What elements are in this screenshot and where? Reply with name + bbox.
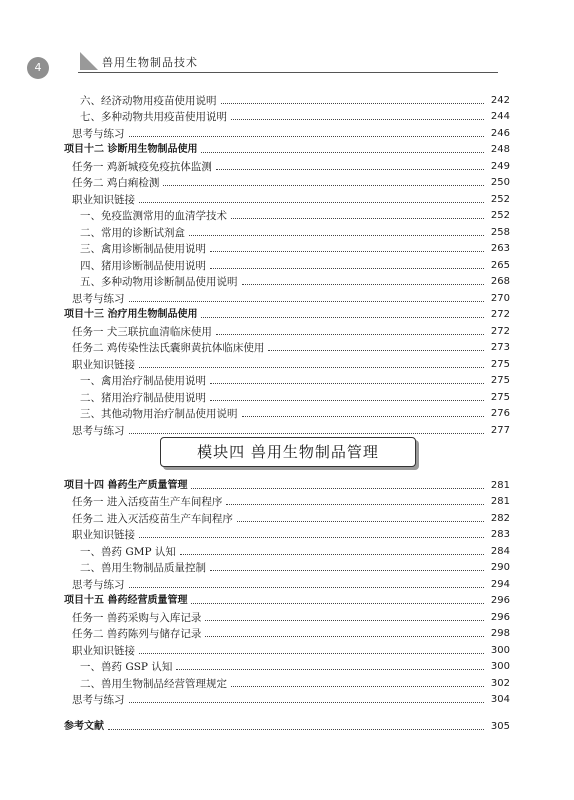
- toc-entry-page: 275: [490, 375, 510, 386]
- toc-entry-page: 268: [490, 276, 510, 287]
- toc-entry-label: 任务二 鸡传染性法氏囊卵黄抗体临床使用: [72, 342, 265, 354]
- toc-entry[interactable]: [60, 223, 510, 240]
- toc-entry-page: 252: [490, 193, 510, 205]
- toc-entry[interactable]: [60, 421, 510, 438]
- toc-entry[interactable]: [60, 388, 510, 405]
- toc-entry-label: 三、其他动物用治疗制品使用说明: [80, 408, 238, 420]
- dot-leader: [139, 202, 484, 203]
- dot-leader: [191, 488, 484, 489]
- dot-leader: [176, 669, 484, 670]
- toc-entry[interactable]: [60, 674, 510, 691]
- toc-entry-label: 项目十三 治疗用生物制品使用: [64, 309, 198, 320]
- header-rule: [78, 72, 498, 73]
- toc-entry-page: 302: [490, 677, 510, 689]
- toc-entry-page: 275: [490, 391, 510, 403]
- dot-leader: [210, 383, 484, 384]
- toc-entry-page: 290: [490, 562, 510, 573]
- toc-entry[interactable]: [60, 207, 510, 224]
- toc-entry-page: 270: [490, 292, 510, 304]
- toc-project-entry[interactable]: [60, 592, 510, 609]
- toc-entry-page: 300: [490, 644, 510, 656]
- toc-entry[interactable]: [60, 273, 510, 290]
- toc-entry-page: 304: [490, 694, 510, 705]
- dot-leader: [242, 416, 485, 417]
- dot-leader: [226, 504, 484, 505]
- toc-entry-page: 273: [490, 342, 510, 353]
- toc-entry-label: 任务一 进入活疫苗生产车间程序: [72, 496, 223, 508]
- toc-entry-page: 296: [490, 595, 510, 606]
- toc-entry-label: 职业知识链接: [72, 529, 135, 541]
- toc-entry-page: 284: [490, 545, 510, 557]
- toc-entry[interactable]: [60, 658, 510, 675]
- dot-leader: [210, 400, 484, 401]
- toc-entry[interactable]: [60, 108, 510, 125]
- toc-entry-label: 二、猪用治疗制品使用说明: [80, 391, 206, 404]
- toc-entry-page: 242: [490, 94, 510, 106]
- toc-entry-page: 294: [490, 578, 510, 590]
- toc-entry-label: 项目十五 兽药经营质量管理: [64, 595, 188, 606]
- toc-entry-page: 252: [490, 210, 510, 221]
- toc-entry-page: 265: [490, 259, 510, 271]
- dot-leader: [210, 251, 484, 252]
- toc-entry[interactable]: [60, 372, 510, 389]
- module-heading: 模块四 兽用生物制品管理: [160, 437, 416, 467]
- book-title: 兽用生物制品技术: [102, 56, 198, 69]
- toc-entry[interactable]: [60, 355, 510, 372]
- toc-entry-label: 职业知识链接: [72, 358, 135, 371]
- toc-entry-page: 298: [490, 628, 510, 639]
- toc-entry-label: 思考与练习: [72, 127, 125, 140]
- toc-entry[interactable]: [60, 190, 510, 207]
- toc-entry-page: 272: [490, 309, 510, 320]
- toc-entry-label: 三、禽用诊断制品使用说明: [80, 243, 206, 255]
- dot-leader: [216, 334, 484, 335]
- toc-entry-page: 281: [490, 496, 510, 507]
- dot-leader: [201, 152, 484, 153]
- dot-leader: [231, 686, 484, 687]
- toc-entry[interactable]: [60, 405, 510, 422]
- toc-entry-label: 六、经济动物用疫苗使用说明: [80, 94, 217, 107]
- toc-entry-label: 任务二 进入灭活疫苗生产车间程序: [72, 512, 233, 525]
- toc-entry-page: 272: [490, 325, 510, 337]
- toc-entry-label: 任务一 犬三联抗血清临床使用: [72, 325, 212, 338]
- toc-entry-label: 思考与练习: [72, 694, 125, 706]
- toc-entry-label: 一、兽药 GSP 认知: [80, 661, 173, 673]
- toc-entry-label: 二、常用的诊断试剂盒: [80, 226, 185, 239]
- toc-entry[interactable]: [60, 542, 510, 559]
- toc-entry-label: 任务一 鸡新城疫免疫抗体监测: [72, 160, 212, 173]
- toc-entry[interactable]: [60, 339, 510, 356]
- references-label: 参考文献: [64, 720, 104, 732]
- toc-entry-label: 四、猪用诊断制品使用说明: [80, 259, 206, 272]
- dot-leader: [191, 603, 484, 604]
- toc-entry[interactable]: [60, 509, 510, 526]
- toc-entry[interactable]: [60, 91, 510, 108]
- toc-entry-label: 任务二 鸡白痢检测: [72, 177, 160, 189]
- toc-entry-label: 思考与练习: [72, 578, 125, 591]
- dot-leader: [210, 570, 484, 571]
- dot-leader: [129, 433, 485, 434]
- dot-leader: [139, 653, 484, 654]
- toc-entry-label: 职业知识链接: [72, 644, 135, 657]
- page-header: [0, 0, 574, 82]
- dot-leader: [129, 136, 485, 137]
- toc-entry-label: 一、禽用治疗制品使用说明: [80, 375, 206, 387]
- dot-leader: [139, 367, 484, 368]
- dot-leader: [231, 119, 484, 120]
- toc-entry-label: 七、多种动物共用疫苗使用说明: [80, 111, 227, 123]
- dot-leader: [201, 317, 484, 318]
- toc-entry-page: 281: [490, 479, 510, 491]
- toc-entry-label: 五、多种动物用诊断制品使用说明: [80, 276, 238, 288]
- toc-entry-page: 283: [490, 529, 510, 540]
- toc-entry-label: 职业知识链接: [72, 193, 135, 206]
- dot-leader: [139, 537, 484, 538]
- toc-references-entry[interactable]: [60, 717, 510, 734]
- toc-entry[interactable]: [60, 240, 510, 257]
- toc-entry-page: 244: [490, 111, 510, 122]
- toc-entry-page: 300: [490, 661, 510, 672]
- toc-entry[interactable]: [60, 559, 510, 576]
- dot-leader: [216, 169, 484, 170]
- toc-entry-page: 248: [490, 144, 510, 155]
- toc-entry-label: 项目十二 诊断用生物制品使用: [64, 144, 198, 155]
- references-page: 305: [490, 720, 510, 732]
- corner-decoration: [80, 52, 98, 70]
- toc-entry-page: 246: [490, 127, 510, 139]
- toc-entry[interactable]: [60, 625, 510, 642]
- toc-entry-label: 任务二 兽药陈列与储存记录: [72, 628, 202, 640]
- dot-leader: [231, 218, 484, 219]
- toc-section-2: [60, 476, 510, 734]
- toc-entry-label: 项目十四 兽药生产质量管理: [64, 479, 188, 491]
- dot-leader: [210, 268, 484, 269]
- toc-entry[interactable]: [60, 124, 510, 141]
- toc-entry-page: 249: [490, 160, 510, 172]
- toc-project-entry[interactable]: [60, 141, 510, 158]
- toc-entry-label: 二、兽用生物制品经营管理规定: [80, 677, 227, 690]
- toc-entry[interactable]: [60, 289, 510, 306]
- toc-project-entry[interactable]: [60, 476, 510, 493]
- dot-leader: [189, 235, 484, 236]
- toc-entry-label: 一、免疫监测常用的血清学技术: [80, 210, 227, 222]
- toc-entry[interactable]: [60, 157, 510, 174]
- toc-project-entry[interactable]: [60, 306, 510, 323]
- toc-entry-label: 思考与练习: [72, 292, 125, 305]
- toc-entry-page: 258: [490, 226, 510, 238]
- toc-entry[interactable]: [60, 608, 510, 625]
- dot-leader: [242, 284, 485, 285]
- toc-entry-page: 275: [490, 358, 510, 370]
- dot-leader: [129, 587, 485, 588]
- toc-entry-page: 282: [490, 512, 510, 524]
- toc-entry-page: 296: [490, 611, 510, 623]
- toc-entry-label: 一、兽药 GMP 认知: [80, 545, 176, 558]
- dot-leader: [205, 636, 484, 637]
- toc-entry[interactable]: [60, 493, 510, 510]
- dot-leader: [129, 301, 485, 302]
- toc-entry-label: 二、兽用生物制品质量控制: [80, 562, 206, 574]
- dot-leader: [163, 185, 484, 186]
- toc-entry[interactable]: [60, 174, 510, 191]
- toc-entry-label: 思考与练习: [72, 424, 125, 437]
- toc-entry[interactable]: [60, 322, 510, 339]
- dot-leader: [268, 350, 484, 351]
- toc-entry[interactable]: [60, 691, 510, 708]
- toc-entry-page: 250: [490, 177, 510, 188]
- toc-entry[interactable]: [60, 575, 510, 592]
- dot-leader: [108, 729, 484, 730]
- dot-leader: [180, 554, 484, 555]
- toc-entry-label: 任务一 兽药采购与入库记录: [72, 611, 202, 624]
- dot-leader: [221, 103, 485, 104]
- toc-entry-page: 263: [490, 243, 510, 254]
- dot-leader: [129, 702, 485, 703]
- dot-leader: [237, 521, 484, 522]
- toc-entry[interactable]: [60, 641, 510, 658]
- toc-entry[interactable]: [60, 526, 510, 543]
- dot-leader: [205, 620, 484, 621]
- toc-entry-page: 276: [490, 408, 510, 419]
- toc-entry[interactable]: [60, 256, 510, 273]
- page-number: 4: [27, 57, 49, 79]
- toc-entry-page: 277: [490, 424, 510, 436]
- toc-section-1: [60, 91, 510, 438]
